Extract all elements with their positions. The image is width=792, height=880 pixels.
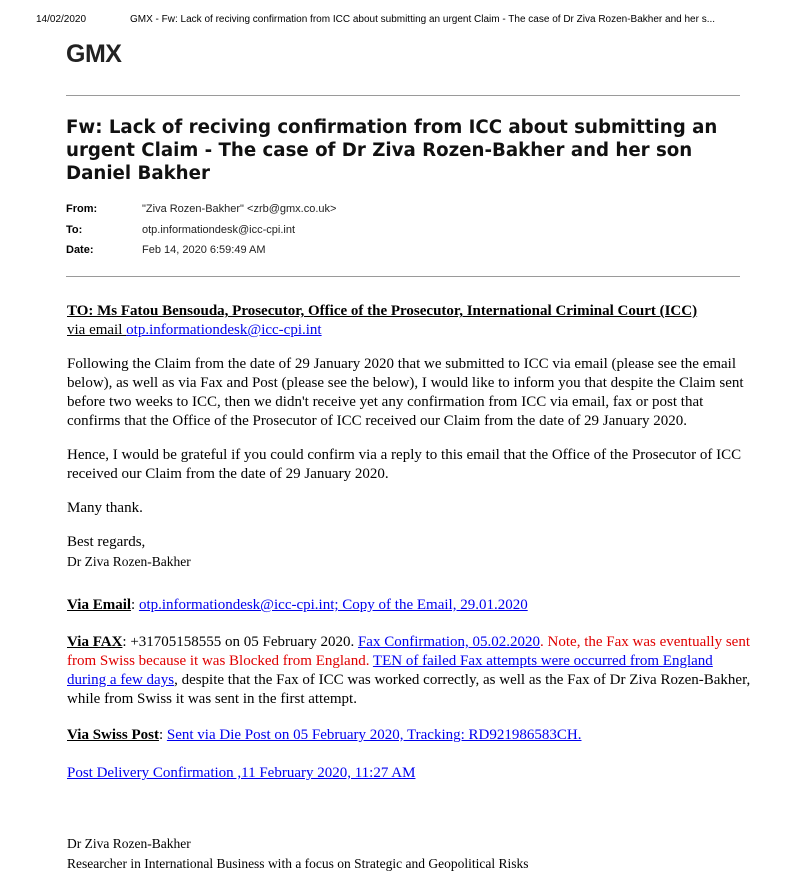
date-row (66, 244, 336, 265)
addressee-line (67, 302, 752, 340)
via-email-line (67, 596, 752, 615)
via-post-label: Via Swiss Post (67, 727, 159, 743)
fax-note: . Note, the Fax was eventually sent from Swiss because it was Blocked from England. (67, 634, 750, 669)
via-post-line (67, 726, 752, 745)
via-email-prefix: via email (67, 322, 127, 338)
via-email-sep: : (131, 597, 139, 613)
footer-title: Researcher in International Business with a focus on Strategic and Geopolitical Risks (67, 856, 529, 871)
to-value: otp.informationdesk@icc-cpi.int (142, 223, 296, 236)
regards: Best regards, (67, 534, 146, 550)
to-label: To: (66, 223, 83, 236)
date-value: Feb 14, 2020 6:59:49 AM (142, 244, 266, 256)
via-email-links[interactable]: otp.informationdesk@icc-cpi.int; Copy of the Email, 29.01.2020 (138, 597, 528, 613)
date-label: Date: (66, 244, 94, 256)
fax-rest: , despite that the Fax of ICC was worked correctly, as well as the Fax of Dr Ziva Rozen-Bakher, while from Swiss it was sent in the first attempt. (67, 672, 751, 707)
paragraph-1: Following the Claim from the date of 29 January 2020 that we submitted to ICC via email (please see the email below), as well as via Fax and Post (please see the below), I would like to inform you that despite the Claim sent before two weeks to ICC, then we didn't receive yet any confirmation from ICC via email, fax or post that confirms that the Office of the Prosecutor of ICC received our Claim from the date of 29 January 2020. (67, 356, 744, 429)
via-email-label: Via Email (67, 597, 132, 613)
gmx-logo: GMX (66, 40, 122, 68)
via-fax-text: : +31705158555 on 05 February 2020. (122, 634, 358, 650)
post-delivery-line (67, 764, 752, 783)
print-date: 14/02/2020 (36, 14, 87, 25)
email-body (67, 302, 752, 874)
fax-confirmation-link[interactable]: Fax Confirmation, 05.02.2020 (357, 634, 541, 650)
footer-signature (67, 834, 752, 874)
via-post-sep: : (158, 727, 167, 743)
divider-header (66, 276, 740, 277)
via-fax-label: Via FAX (67, 634, 123, 650)
paragraph-3: Many thank. (67, 500, 143, 516)
to-line: TO: Ms Fatou Bensouda, Prosecutor, Office of the Prosecutor, International Criminal Court (ICC) (67, 303, 698, 319)
signoff (67, 533, 752, 572)
paragraph-2: Hence, I would be grateful if you could confirm via a reply to this email that the Office of the Prosecutor of ICC received our Claim from the date of 29 January 2020. (67, 447, 742, 482)
email-meta (66, 203, 336, 265)
to-row (66, 224, 336, 245)
print-header (36, 14, 772, 25)
post-delivery-link[interactable]: Post Delivery Confirmation ,11 February 2020, 11:27 AM (67, 765, 416, 781)
via-fax-paragraph (67, 633, 752, 709)
signature-name: Dr Ziva Rozen-Bakher (67, 554, 191, 569)
divider-top (66, 95, 740, 96)
from-value: "Ziva Rozen-Bakher" <zrb@gmx.co.uk> (142, 203, 337, 215)
footer-name: Dr Ziva Rozen-Bakher (67, 836, 191, 851)
fax-failed-attempts-link[interactable]: TEN of failed Fax attempts were occurred from England during a few days (67, 653, 713, 688)
from-row (66, 203, 336, 224)
icc-email-link[interactable]: otp.informationdesk@icc-cpi.int (126, 322, 322, 338)
print-title: GMX - Fw: Lack of reciving confirmation from ICC about submitting an urgent Claim - The case of Dr Ziva Rozen-Bakher and her s... (130, 14, 716, 25)
from-label: From: (66, 203, 98, 215)
post-tracking-link[interactable]: Sent via Die Post on 05 February 2020, Tracking: RD921986583CH. (166, 727, 582, 743)
email-subject: Fw: Lack of reciving confirmation from ICC about submitting an urgent Claim - The case of Dr Ziva Rozen-Bakher and her son Daniel Bakher (66, 117, 718, 184)
